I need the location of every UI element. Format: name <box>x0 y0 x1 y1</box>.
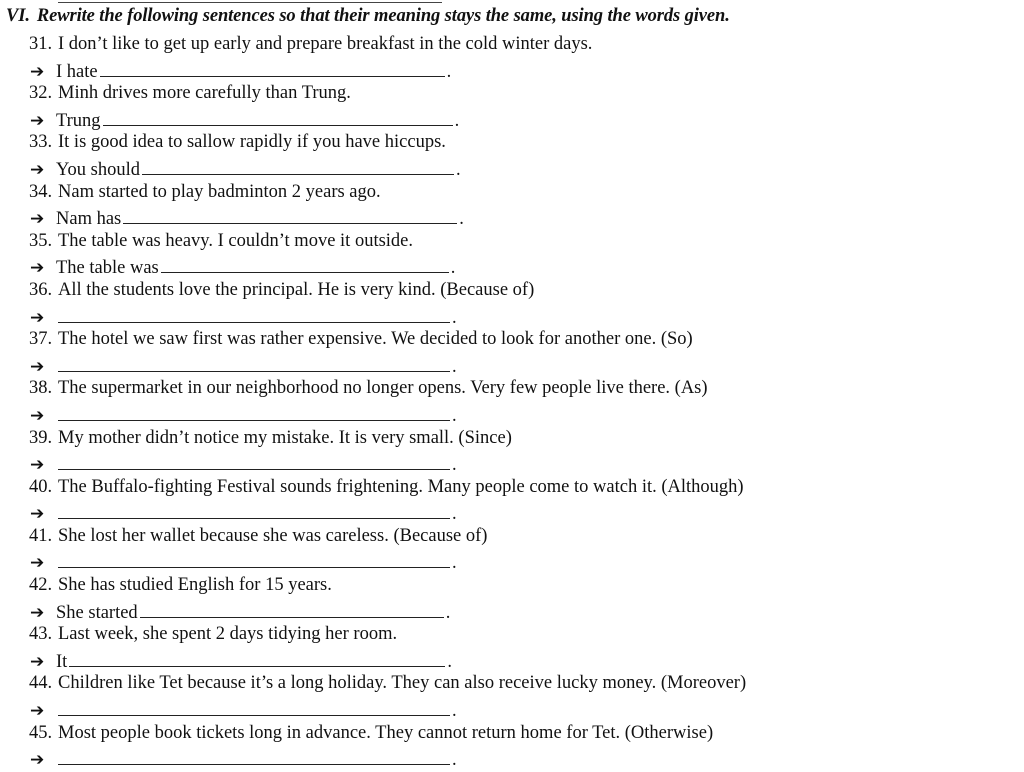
exercise-item <box>0 230 1024 279</box>
answer-blank[interactable] <box>100 58 445 77</box>
question-number: 33. <box>29 132 53 153</box>
exercise-item <box>0 672 1024 721</box>
answer-blank[interactable] <box>140 599 444 618</box>
question-number: 40. <box>29 476 53 497</box>
answer-prompt: You should <box>56 159 140 180</box>
question-text: Most people book tickets long in advance. They cannot return home for Tet. (Otherwise) <box>58 722 714 743</box>
question-number: 37. <box>29 329 53 350</box>
question-number: 39. <box>29 427 53 448</box>
answer-prompt: It <box>56 651 68 672</box>
question-number: 45. <box>29 722 53 743</box>
question-text: It is good idea to sallow rapidly if you have hiccups. <box>58 132 446 153</box>
answer-blank[interactable] <box>123 205 457 224</box>
answer-blank[interactable] <box>58 451 450 470</box>
right-arrow-icon: ➔ <box>30 307 45 328</box>
exercise-item <box>0 377 1024 426</box>
question-text: Nam started to play badminton 2 years ago. <box>58 181 381 202</box>
question-line <box>0 230 1024 255</box>
exercise-item <box>0 623 1024 672</box>
end-period: . <box>454 110 460 131</box>
exercise-item <box>0 279 1024 328</box>
question-text: She lost her wallet because she was careless. (Because of) <box>58 525 488 546</box>
question-text: Minh drives more carefully than Trung. <box>58 83 351 104</box>
question-number: 36. <box>29 279 53 300</box>
right-arrow-icon: ➔ <box>30 455 45 476</box>
end-period: . <box>452 405 457 426</box>
top-rule <box>58 2 442 3</box>
right-arrow-icon: ➔ <box>30 701 45 722</box>
answer-line <box>0 549 1024 574</box>
answer-prompt: Trung <box>56 110 101 131</box>
question-line <box>0 82 1024 107</box>
answer-prompt: I hate <box>56 61 98 82</box>
end-period: . <box>452 701 457 722</box>
answer-blank[interactable] <box>58 549 450 568</box>
answer-line <box>0 205 1024 230</box>
answer-blank[interactable] <box>161 254 449 273</box>
right-arrow-icon: ➔ <box>30 258 45 279</box>
question-number: 44. <box>29 673 53 694</box>
exercise-item <box>0 181 1024 230</box>
right-arrow-icon: ➔ <box>30 602 45 623</box>
end-period: . <box>446 61 452 82</box>
question-line <box>0 623 1024 648</box>
answer-blank[interactable] <box>58 500 450 519</box>
end-period: . <box>452 307 457 328</box>
answer-line <box>0 599 1024 624</box>
question-line <box>0 181 1024 206</box>
exercise-item <box>0 722 1024 771</box>
end-period: . <box>452 553 457 574</box>
question-number: 42. <box>29 575 53 596</box>
question-text: She has studied English for 15 years. <box>58 575 332 596</box>
question-number: 34. <box>29 181 53 202</box>
question-line <box>0 377 1024 402</box>
answer-line <box>0 500 1024 525</box>
right-arrow-icon: ➔ <box>30 159 45 180</box>
right-arrow-icon: ➔ <box>30 553 45 574</box>
question-line <box>0 574 1024 599</box>
exercise-heading <box>6 6 730 27</box>
answer-line <box>0 353 1024 378</box>
answer-blank[interactable] <box>58 746 450 765</box>
question-line <box>0 722 1024 747</box>
question-text: The Buffalo-fighting Festival sounds frightening. Many people come to watch it. (Although) <box>58 476 744 497</box>
question-text: Last week, she spent 2 days tidying her room. <box>58 624 398 645</box>
right-arrow-icon: ➔ <box>30 209 45 230</box>
question-text: My mother didn’t notice my mistake. It is very small. (Since) <box>58 427 512 448</box>
right-arrow-icon: ➔ <box>30 356 45 377</box>
exercise-item <box>0 33 1024 82</box>
question-number: 38. <box>29 378 53 399</box>
question-line <box>0 672 1024 697</box>
end-period: . <box>452 356 457 377</box>
answer-blank[interactable] <box>58 353 450 372</box>
question-line <box>0 525 1024 550</box>
answer-prompt: The table was <box>56 258 159 279</box>
section-number: VI. <box>6 6 30 26</box>
answer-line <box>0 402 1024 427</box>
answer-blank[interactable] <box>58 402 450 421</box>
end-period: . <box>445 602 451 623</box>
answer-line <box>0 156 1024 181</box>
answer-line <box>0 304 1024 329</box>
answer-line <box>0 697 1024 722</box>
exercise-item <box>0 82 1024 131</box>
answer-line <box>0 254 1024 279</box>
exercise-list <box>0 33 1024 771</box>
exercise-item <box>0 131 1024 180</box>
answer-prompt: She started <box>56 602 138 623</box>
question-line <box>0 279 1024 304</box>
question-text: Children like Tet because it’s a long holiday. They can also receive lucky money. (Moreover) <box>58 673 747 694</box>
end-period: . <box>447 651 452 672</box>
end-period: . <box>459 209 464 230</box>
question-line <box>0 328 1024 353</box>
question-number: 35. <box>29 230 53 251</box>
answer-blank[interactable] <box>69 648 445 667</box>
answer-blank[interactable] <box>58 304 450 323</box>
instruction-text: Rewrite the following sentences so that their meaning stays the same, using the words given. <box>36 6 730 26</box>
right-arrow-icon: ➔ <box>30 504 45 525</box>
question-text: The hotel we saw first was rather expensive. We decided to look for another one. (So) <box>58 329 693 350</box>
exercise-item <box>0 525 1024 574</box>
answer-line <box>0 58 1024 83</box>
end-period: . <box>455 159 461 180</box>
answer-line <box>0 451 1024 476</box>
answer-blank[interactable] <box>58 697 450 716</box>
answer-blank[interactable] <box>142 156 454 175</box>
exercise-item <box>0 427 1024 476</box>
answer-line <box>0 107 1024 132</box>
right-arrow-icon: ➔ <box>30 750 45 771</box>
question-line <box>0 131 1024 156</box>
answer-line <box>0 648 1024 673</box>
question-number: 43. <box>29 624 53 645</box>
right-arrow-icon: ➔ <box>30 61 45 82</box>
question-text: The supermarket in our neighborhood no longer opens. Very few people live there. (As) <box>58 378 708 399</box>
exercise-item <box>0 328 1024 377</box>
question-text: The table was heavy. I couldn’t move it outside. <box>58 230 414 251</box>
question-text: I don’t like to get up early and prepare breakfast in the cold winter days. <box>58 34 593 54</box>
end-period: . <box>452 455 457 476</box>
answer-prompt: Nam has <box>56 209 122 230</box>
answer-line <box>0 746 1024 771</box>
right-arrow-icon: ➔ <box>30 651 45 672</box>
exercise-item <box>0 476 1024 525</box>
question-text: All the students love the principal. He is very kind. (Because of) <box>58 279 535 300</box>
question-line <box>0 476 1024 501</box>
question-number: 31. <box>29 34 53 54</box>
question-number: 32. <box>29 83 53 104</box>
right-arrow-icon: ➔ <box>30 110 45 131</box>
exercise-item <box>0 574 1024 623</box>
question-number: 41. <box>29 525 53 546</box>
end-period: . <box>450 258 456 279</box>
end-period: . <box>452 504 457 525</box>
question-line <box>0 427 1024 452</box>
right-arrow-icon: ➔ <box>30 405 45 426</box>
question-line <box>0 33 1024 58</box>
end-period: . <box>452 750 457 771</box>
answer-blank[interactable] <box>103 107 453 126</box>
